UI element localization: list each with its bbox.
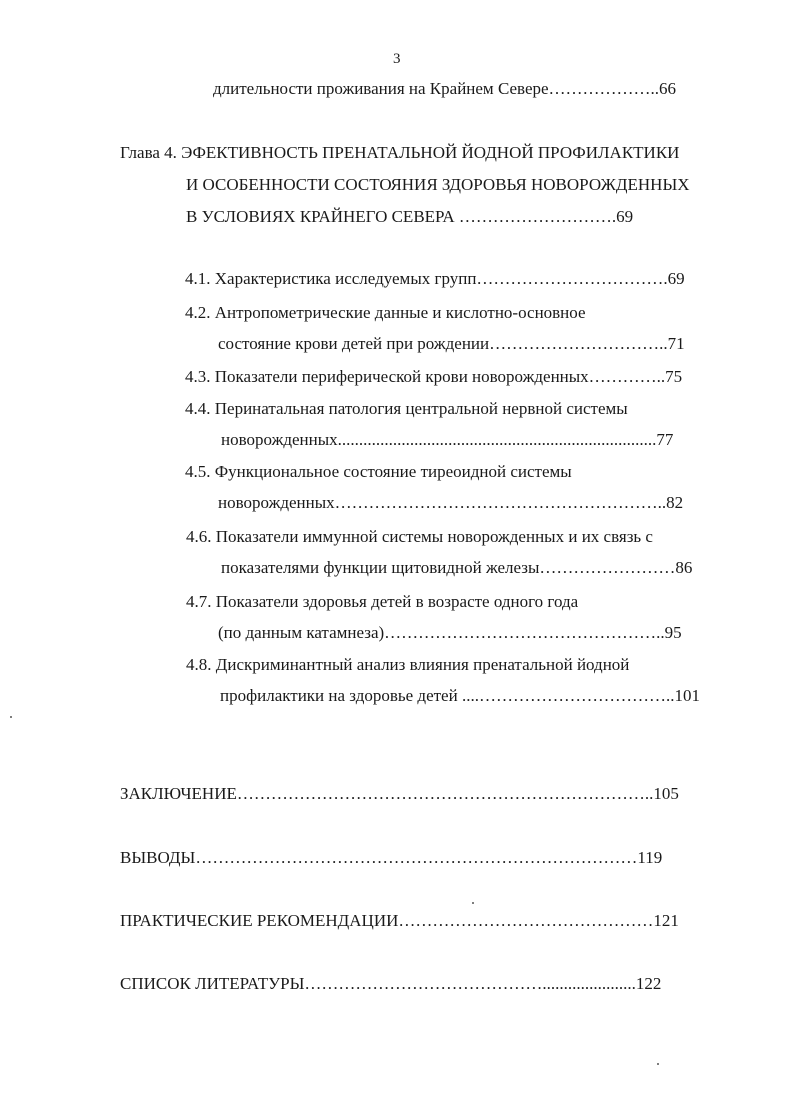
toc-practical-recommendations: ПРАКТИЧЕСКИЕ РЕКОМЕНДАЦИИ………………………………………121 (120, 911, 679, 930)
toc-section-4-4-line-1: 4.4. Перинатальная патология центральной нервной системы (185, 399, 628, 418)
chapter-4-title-line-1: Глава 4. ЭФЕКТИВНОСТЬ ПРЕНАТАЛЬНОЙ ЙОДНОЙ ПРОФИЛАКТИКИ (120, 143, 680, 162)
toc-references: СПИСОК ЛИТЕРАТУРЫ……………………………………......................122 (120, 974, 662, 993)
toc-section-4-7-line-1: 4.7. Показатели здоровья детей в возрасте одного года (186, 592, 579, 611)
toc-section-4-6-line-2: показателями функции щитовидной железы……………………86 (221, 558, 693, 577)
toc-section-4-3: 4.3. Показатели периферической крови новорожденных…………..75 (185, 367, 683, 386)
toc-section-4-5-line-2: новорожденных…………………………………………………..82 (218, 493, 684, 512)
toc-conclusion: ЗАКЛЮЧЕНИЕ………………………………………………………………..105 (120, 784, 679, 803)
toc-section-4-6-line-1: 4.6. Показатели иммунной системы новорожденных и их связь с (186, 527, 653, 546)
toc-section-4-8-line-2: профилактики на здоровье детей ....……………………………..101 (220, 686, 700, 705)
toc-section-4-8-line-1: 4.8. Дискриминантный анализ влияния пренатальной йодной (186, 655, 630, 674)
scan-speck (472, 902, 474, 904)
toc-section-4-1: 4.1. Характеристика исследуемых групп…………………………….69 (185, 269, 685, 288)
toc-section-4-7-line-2: (по данным катамнеза)…………………………………………..95 (218, 623, 682, 642)
page-number: 3 (393, 51, 401, 67)
scan-speck (10, 716, 12, 718)
chapter-4-title-line-3: В УСЛОВИЯХ КРАЙНЕГО СЕВЕРА ……………………….69 (186, 207, 634, 226)
toc-section-4-2-line-2: состояние крови детей при рождении…………………………..71 (218, 334, 685, 353)
toc-section-4-5-line-1: 4.5. Функциональное состояние тиреоидной системы (185, 462, 572, 481)
toc-findings: ВЫВОДЫ……………………………………………………………………119 (120, 848, 663, 867)
toc-continued-line: длительности проживания на Крайнем Севере………………..66 (213, 79, 677, 98)
toc-section-4-2-line-1: 4.2. Антропометрические данные и кислотно-основное (185, 303, 586, 322)
chapter-4-title-line-2: И ОСОБЕННОСТИ СОСТОЯНИЯ ЗДОРОВЬЯ НОВОРОЖДЕННЫХ (186, 175, 690, 194)
toc-section-4-4-line-2: новорожденных...........................................................................77 (221, 430, 674, 449)
scan-speck (657, 1063, 659, 1065)
